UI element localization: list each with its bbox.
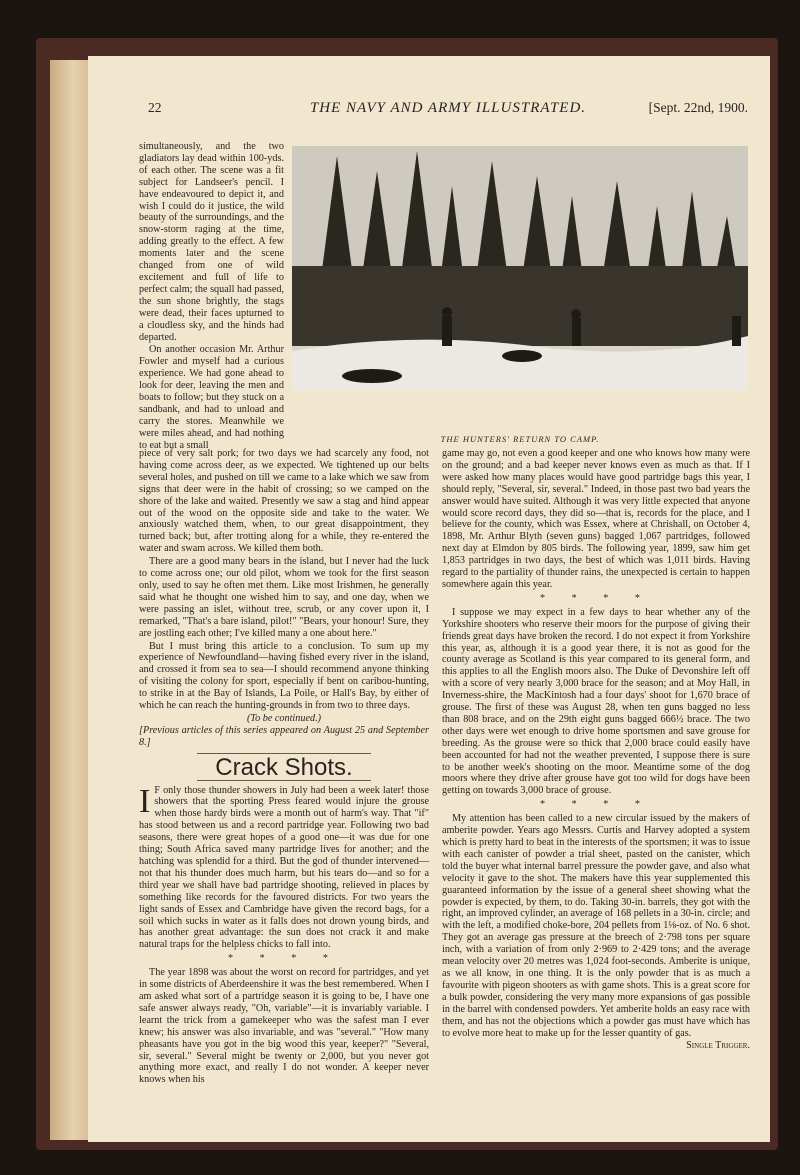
- section-stars: * * * *: [539, 592, 652, 604]
- page-number: 22: [148, 100, 162, 115]
- article2-paragraph: F only those thunder showers in July had been a week later! those showers that the sporting Press feared would injure the grouse when those hardy birds were a month out of harm's way. That "if" has stood between us and a record partridge year. Following two bad seasons, there were great hopes of a good one—it was due for one thing; South Africa saved many partridge lives for another; and the hatching was splendid for a third. But the god of thunder intervened—not that his thunder does much harm, but his tears do—and so for a third year we shall have bad partridge shooting, relieved in places by something like records for the favoured districts. For two years the light sands of Essex and Cambridge have given the record bags, for a soil which sucks in water as it falls does not drown young birds, and has another great advantage: the sun does not crack it and make natural traps for the helpless chicks to fall into.: [139, 784, 429, 951]
- issue-date: [Sept. 22nd, 1900.: [648, 100, 748, 115]
- drop-cap: I: [139, 782, 151, 820]
- right-column: [442, 448, 750, 1052]
- magazine-page: [88, 56, 770, 1142]
- photo-caption: THE HUNTERS' RETURN TO CAMP.: [440, 434, 600, 444]
- article2-paragraph: game may go, not even a good keeper and one who knows how many were on the ground; and a bad keeper never knows even as much as that. If I were asked how many places would have good partridge bags this year, I should reply, "Several, sir, several." Indeed, in those past two bad years the answer would have suited. Although it was very little expected that anyone would score record days, they did so—that is, records for the place, and I believe for the county, which was Essex, where at Chrishall, on October 4, 1898, Mr. Arthur Blyth (seven guns) bagged 1,067 partridges, followed next day at Elmdon by 805 birds. The following year, 1899, saw him get 1,853 partridges in two days, the best of which was 1,011 birds. Having regard to the partiality of thunder rains, the unexpected is certain to happen somewhere again this year.: [442, 448, 750, 590]
- left-column: [139, 448, 429, 1087]
- article2-title: Crack Shots.: [215, 753, 353, 781]
- article1-paragraph: There are a good many bears in the island, but I never had the luck to come across one; our old pilot, whom we took for the first season only, used to say he often met them. Like most Irishmen, he generally said what he thought one wished him to say, and one day, when we were passing an islet, without tree, scrub, or any cover upon it, I remarked, "That's a bare island, pilot!" "Bears, your honour! Sure, they are jostling each other; I've killed many a one about here.": [139, 556, 429, 639]
- book-spine: [50, 60, 88, 1140]
- section-stars: * * * *: [539, 799, 652, 811]
- article2-paragraph: I suppose we may expect in a few days to hear whether any of the Yorkshire shooters who reserve their moors for the purpose of giving their friends great days have broken the record. I do not expect it from Yorkshire this year, as, although it is a good year there, it is not as good for the county average as Scotland is this year compared to its general form, and this applies to all the English moors also. The Duke of Devonshire left off with a score of very nearly 3,000 brace for the season; and at Moy Hall, in Inverness-shire, the MacKintosh had a four days' shoot for 1,670 brace of grouse. The first of these was August 28, when ten guns bagged no less than 808 brace, and on the 29th eight guns bagged 666½ brace. The two other days were wet enough to drive home sportsmen and save grouse for breeding. As the grouse were so thick that 2,000 brace could easily have been accounted for had not the weather prevented, I suppose there is sure to be another week's shooting on the moor. Meantime some of the dog moors where they drive after grouse have got too wild for dogs have been getting on towards 3,000 brace of grouse.: [442, 606, 750, 797]
- article1-paragraph: On another occasion Mr. Arthur Fowler and myself had a curious experience. We had gone ahead to look for deer, leaving the men and boats to follow; but they stuck on a sandbank, and had to unload and carry the stores. Meanwhile we were miles ahead, and had nothing to eat but a small: [139, 344, 284, 451]
- article2-paragraph: The year 1898 was about the worst on record for partridges, and yet in some districts of Aberdeenshire it was the best remembered. When I am asked what sort of a partridge season it is going to be, I have one safe answer always ready, "Oh, variable"—it is invariably variable. I learnt the trick from a gamekeeper who was the safest man I ever knew; his answer was also invariable, and was "several." "How many pheasants have you got in the big wood this year, keeper?" "Several, sir, several." Several might be twenty or 2,000, but you never got anything more exact, and really I do not wonder. A keeper never knows when his: [139, 967, 429, 1086]
- hunters-photo: [292, 146, 748, 390]
- magazine-title: THE NAVY AND ARMY ILLUSTRATED.: [309, 100, 587, 116]
- article2-paragraph: My attention has been called to a new circular issued by the makers of amberite powder. Years ago Messrs. Curtis and Harvey adopted a system which is pretty hard to beat in the interests of the sportsmen; it was to issue with each canister of powder a trial sheet, pasted on the canister, which told the buyer what internal barrel pressure the powder gave, and also what velocity it gave to the shot. The makers have this year supplemented this guaranteed information by the issue of a general sheet showing what the powder is expected, by them, to do. Taking 30-in. barrels, they got with the right, an improved cylinder, an average of 168 pellets in a 30-in. circle; and with the left, a modified choke-bore, 204 pellets from 1⅛-oz. of No. 6 shot. They got an average gas pressure at the breech of 2·798 tons per square inch, with a variation of from only 2·969 to 2·429 tons; and the average mean velocity over 20 metres was 1,024 foot-seconds. Amberite is unique, as we all know, in one thing. It is the only powder that is as much a favourite with pigeon shooters as with game shots. This is a great score for a bulk powder, considering the very many more expansions of gas possible in the barrel with condensed powders. Yet amberite holds an easy race with them, and has not the objections which a powder gas must have which has to evolve more heat to make up for the lesser quantity of gas.: [442, 813, 750, 1039]
- article1-paragraph: simultaneously, and the two gladiators lay dead within 100-yds. of each other. The scene was a fit subject for Landseer's pencil. I have endeavoured to depict it, and wish I could do it justice, the wild beauty of the surroundings, and the snow-storm raging at the time, adding greatly to the effect. A few moments later and the scene changed from one of wild excitement and full of life to perfect calm; the squall had passed, the sun shone brightly, the stags were dead, their faces upturned to a cloudless sky, and the hinds had departed.: [139, 141, 284, 343]
- hunters-photo-illustration: [292, 146, 748, 390]
- author-signature: Single Trigger.: [686, 1040, 750, 1052]
- article1-paragraph: piece of very salt pork; for two days we had scarcely any food, not having come across deer, as we expected. We tightened up our belts several holes, and pushed on till we came to a lake which we saw from signs that deer were in the habit of crossing; so we camped on the shore of the lake and waited. Presently we saw a stag and hind appear out of the wood on the opposite side and take to the water. We anxiously watched them, when, to our great disappointment, they turned back; but, after trotting along for a while, they re-entered the water and swam across. We killed them both.: [139, 448, 429, 555]
- article1-intro-column: [139, 141, 284, 453]
- series-note: [Previous articles of this series appeared on August 25 and September 8.]: [139, 724, 429, 748]
- article1-paragraph: But I must bring this article to a conclusion. To sum up my experience of Newfoundland—having fished every river in the island, and crossed it from sea to sea—I should recommend anyone thinking of visiting the colony for sport, especially if bent on caribou-hunting, to strike in at the Bay of Islands, La Poile, or Hall's Bay, by either of which he can reach the hunting-grounds in from two to three days.: [139, 640, 429, 712]
- to-be-continued: (To be continued.): [246, 712, 322, 724]
- section-stars: * * * *: [227, 953, 340, 965]
